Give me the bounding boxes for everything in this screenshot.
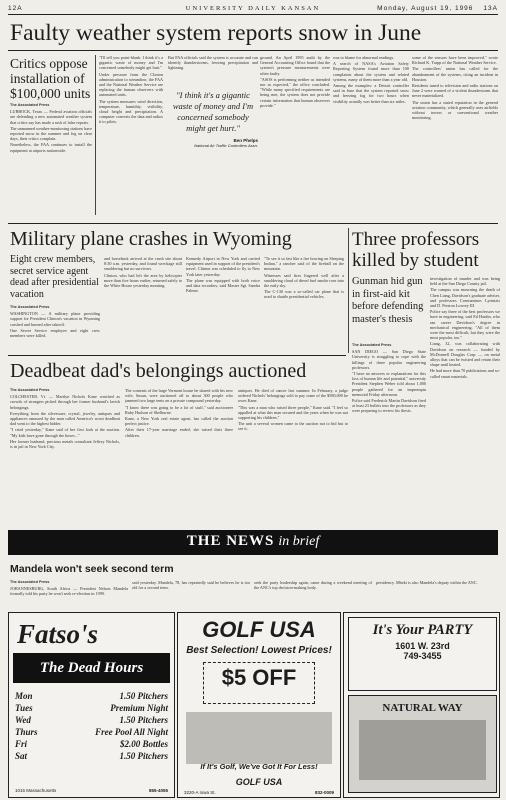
brief-banner-prefix: THE NEWS	[186, 533, 275, 549]
professors-subhead: Gunman hid gun in first-aid kit before defending master's thesis	[352, 276, 424, 325]
weather-story-col1: The Associated Press LUBBOCK, Texas — Federal aviation officials are defending a new automated weather system that critics say has made a rash of false reports. The unmanned weather-monitoring stations have reported snow in the summer and fog on clear days, their critics complain. Nonetheless, the FAA continues to install the equipment at airports nationwide.	[10, 103, 92, 153]
mandela-headline: Mandela won't seek second term	[10, 563, 174, 575]
military-story-col1: The Associated Press WASHINGTON — A military plane providing support for President Clinton's vacation in Wyoming crashed and burned after takeoff. One Secret Service employee and eight crew members were killed.	[10, 305, 100, 339]
section-number: 13A	[483, 4, 498, 12]
weather-story-col4: ground. An April 1995 audit by the General Accounting Office found that the system's pressure measurements were often faulty. "ASOS is performing neither as intended nor as expected," the office concluded. "While many specified requirements are being met, the system does not provide certain information that human observers provide."	[260, 55, 330, 108]
professors-story-col2: investigation of murder and was being held at the San Diego County jail. The campus was mourning the death of Chen Liang, Davidson's graduate adviser, and professors Constantinos Lyrintzis and D. Preston Lowrey III. Police say three of the best professors we have in engineering, said Ed Hardin, who ran career Davidson's degree in mechanical engineering. "All of them were the most difficult, but they were the most popular, too." Liang, 32, was collaborating with Davidson on research — funded by McDonnell Douglas Corp. — on metal alloys that can be twisted and retain their shape until heated. He had more than 70 publications and so-called smart materials.	[430, 276, 500, 379]
weather-rule	[8, 50, 498, 51]
golf-coupon[interactable]	[203, 662, 315, 704]
quote-attribution: Ben Phelps	[233, 138, 258, 143]
page-header	[8, 3, 498, 13]
weather-byline: The Associated Press	[10, 103, 50, 107]
military-story-col4: "To see it so fast like a fire bowing on Sleeping Indian," a rancher said of the fireball on the mountain. Witnesses said fires lingered well after a smoldering cloud of diesel fuel smoke rose into the early sky. The C-130 was a so-called car plane that is used to shuttle presidential vehicles.	[264, 256, 344, 300]
golf-phone: 832-0009	[314, 790, 334, 795]
fatsos-subtitle: The Dead Hours	[13, 653, 170, 683]
fatsos-specials	[15, 689, 168, 763]
deadbeat-story-col2: The contents of the large Vermont house he shared with his new wife, Susan, were auctioned off to about 300 people who jammed two large tents on a private compound yesterday. "I know there was going to be a lot of stuff," said auctioneer Ruby Hudson of Shelburne. Kane, a New York real estate agent, has called the auction perfect justice. After their 17-year marriage ended, she raised their three children.	[125, 388, 233, 438]
paper-name: UNIVERSITY DAILY KANSAN	[185, 4, 321, 12]
party-title: It's Your PARTY	[372, 622, 473, 638]
deadbeat-byline: The Associated Press	[10, 388, 50, 392]
brief-banner-suffix: in brief	[278, 534, 320, 549]
col-divider	[348, 228, 349, 353]
party-address: 1601 W. 23rd	[395, 641, 450, 651]
golf-footer-title: GOLF USA	[235, 777, 283, 787]
deadbeat-dateline: COLCHESTER, Vt. — Marilyn Nichols Kane watched as crowds of strangers picked through her former husband's lavish belongings.	[10, 394, 120, 410]
golf-usa-ad	[177, 612, 341, 798]
header-rule	[8, 14, 498, 15]
deadbeat-story-col1: The Associated Press COLCHESTER, Vt. — Marilyn Nichols Kane watched as crowds of strangers picked through her former husband's lavish belongings. Everything from the silverware, crystal, jewelry, antiques and appliances amassed by the man called America's worst deadbeat dad went to the highest bidder. "I cried yesterday," Kane said of her first look at the auction. "My kids have gone through the boxes..." Her former husband, precious metals consultant Jeffrey Nichols, is in jail in New York City.	[10, 388, 120, 450]
golf-title: GOLF USA	[202, 617, 316, 642]
pull-quote-box	[168, 90, 258, 190]
military-story-col2: and horseback arrived at the crash site about 8:30 a.m. yesterday, and found wreckage still smoldering but no survivors. Clinton, who had left the area by helicopter more than five hours earlier, returned safely to the White House yesterday morning.	[104, 256, 182, 289]
golf-tagline: Best Selection! Lowest Prices!	[186, 645, 332, 656]
deadbeat-headline: Deadbeat dad's belongings auctioned	[10, 360, 307, 382]
military-byline: The Associated Press	[10, 305, 50, 309]
weather-story-col5: was to blame for abnormal readings. A search of NASA's Aviation Safety Reporting System found more than 100 complaints about the system and related systems, many of them more than a year old. Among the examples: a Detroit controller said in June that the system reported snow and freezing fog for two hours when visibility actually was better than six miles.	[333, 55, 409, 104]
party-ad	[343, 612, 500, 798]
military-rule	[8, 223, 498, 224]
professors-byline: The Associated Press	[352, 343, 392, 347]
party-box	[348, 617, 497, 691]
special-row: Tues Premium Night	[15, 703, 168, 713]
professors-dateline: SAN DIEGO — San Diego State University is struggling to cope with the killings of three popular engineering professors.	[352, 349, 426, 370]
deadbeat-story-col3: antiques. He died of cancer last summer. In February, a judge ordered Nichols' belongings sold to pay some of the $580,000 he owes Kane. "This was a man who raised three people," Kane said. "I feel so appalled at what this man secured and the years when he was not supporting his children." The unit a several women came to the auction not to bid but to see it.	[238, 388, 348, 432]
deadbeat-rule	[8, 355, 346, 356]
party-phone: 749-3455	[403, 651, 442, 661]
mandela-story-col3: seek the party leadership again, came during a weekend meeting of the ANC's top decision-making body.	[254, 580, 372, 591]
golf-product-photo	[186, 712, 332, 764]
professors-headline: Three professors killed by student	[352, 229, 480, 271]
fatsos-title: Fatso's	[17, 619, 99, 649]
critics-headline: Critics oppose installation of $100,000 units	[10, 56, 91, 101]
weather-story-col6: some of the sensors have been improved," wrote Richard K. Trapp of the National Weather Service. The controllers' union has called for the abandonment of the systems, citing an incident in Houston. Residents tuned to television and radio stations on June 2 were warned of a violent thunderstorm that never materialized. The union has a stated reputation in the general aviation community, which generally uses airfields without towers or conventional weather monitoring.	[412, 55, 498, 121]
fatsos-address: 1016 Massachusetts	[15, 788, 57, 793]
weather-story-col2: "I'll tell you point-blank: I think it's a gigantic waste of money and I'm concerned somebody might get hurt." Under pressure from the Clinton administration to streamline, the FAA and the National Weather Service are replacing the human observers with automated units. The system measures wind direction, temperature, humidity, visibility, cloud height and precipitation. A computer converts the data and radios it to pilots.	[99, 55, 163, 125]
pull-quote: "I think it's a gigantic waste of money and I'm concerned somebody might get hurt."	[172, 90, 254, 133]
weather-dateline: LUBBOCK, Texas — Federal aviation officials are defending a new automated weather system that critics say has made a rash of false reports.	[10, 109, 92, 125]
natural-way-photo	[359, 720, 486, 780]
special-row: Fri $2.00 Bottles	[15, 739, 168, 749]
golf-slogan: If It's Golf, We've Got It For Less!	[200, 762, 318, 771]
weather-headline: Faulty weather system reports snow in June	[10, 20, 422, 46]
special-row: Sat 1.50 Pitchers	[15, 751, 168, 761]
page-number: 12A	[8, 4, 23, 12]
mandela-story-col1	[10, 580, 128, 612]
weather-story-col3: But FAA officials said the system is accurate and can identify thunderstorms, freezing precipitation and lightning.	[168, 55, 258, 71]
mandela-dateline: JOHANNESBURG, South Africa — President Nelson Mandela formally told his party he won't seek re-election in 1999.	[10, 586, 128, 597]
special-row: Wed 1.50 Pitchers	[15, 715, 168, 725]
fatsos-phone: 865-4055	[148, 788, 168, 793]
golf-coupon-value: $5 OFF	[221, 665, 297, 690]
issue-date: Monday, August 19, 1996	[377, 4, 474, 12]
special-row: Mon 1.50 Pitchers	[15, 691, 168, 701]
news-in-brief-banner	[8, 530, 498, 555]
military-story-col3: Kennedy Airport in New York and carried equipment used in support of the president's travel. Clinton was scheduled to fly to New York later yesterday. The plane was equipped with both voice and data recorders, said Master Sgt. Sandra Palmer.	[186, 256, 260, 294]
mandela-byline: The Associated Press	[10, 580, 50, 584]
mandela-story-col2: said yesterday. Mandela, 78, has repeatedly said he believes he is too old for a second term.	[132, 580, 250, 591]
quote-attribution-title: National Air Traffic Controllers Assn.	[194, 143, 258, 148]
military-headline: Military plane crashes in Wyoming	[10, 228, 292, 250]
fatsos-ad	[8, 612, 175, 798]
golf-address: 3220-A Iowa St.	[184, 790, 216, 795]
military-dateline: WASHINGTON — A military plane providing support for President Clinton's vacation in Wyoming crashed and burned after takeoff.	[10, 311, 100, 327]
mandela-story-col4: presidency. Mbeki is also Mandela's deputy within the ANC.	[376, 580, 478, 585]
natural-way-title: NATURAL WAY	[382, 702, 463, 714]
professors-story-col1: The Associated Press SAN DIEGO — San Diego State University is struggling to cope with the killings of three popular engineering professors. "I have no answers or explanations for this loss of human life and potential," university President Stephen Weber told about 1,000 people gathered for an impromptu memorial Friday afternoon. Police said Frederick Martin Davidson fired at least 23 bullets into the professors as they were preparing to review his thesis.	[352, 343, 426, 414]
special-row: Thurs Free Pool All Night	[15, 727, 168, 737]
col-divider	[95, 55, 96, 215]
natural-way-ad	[348, 695, 497, 793]
military-subhead: Eight crew members, secret service agent dead after presidential vacation	[10, 254, 99, 300]
